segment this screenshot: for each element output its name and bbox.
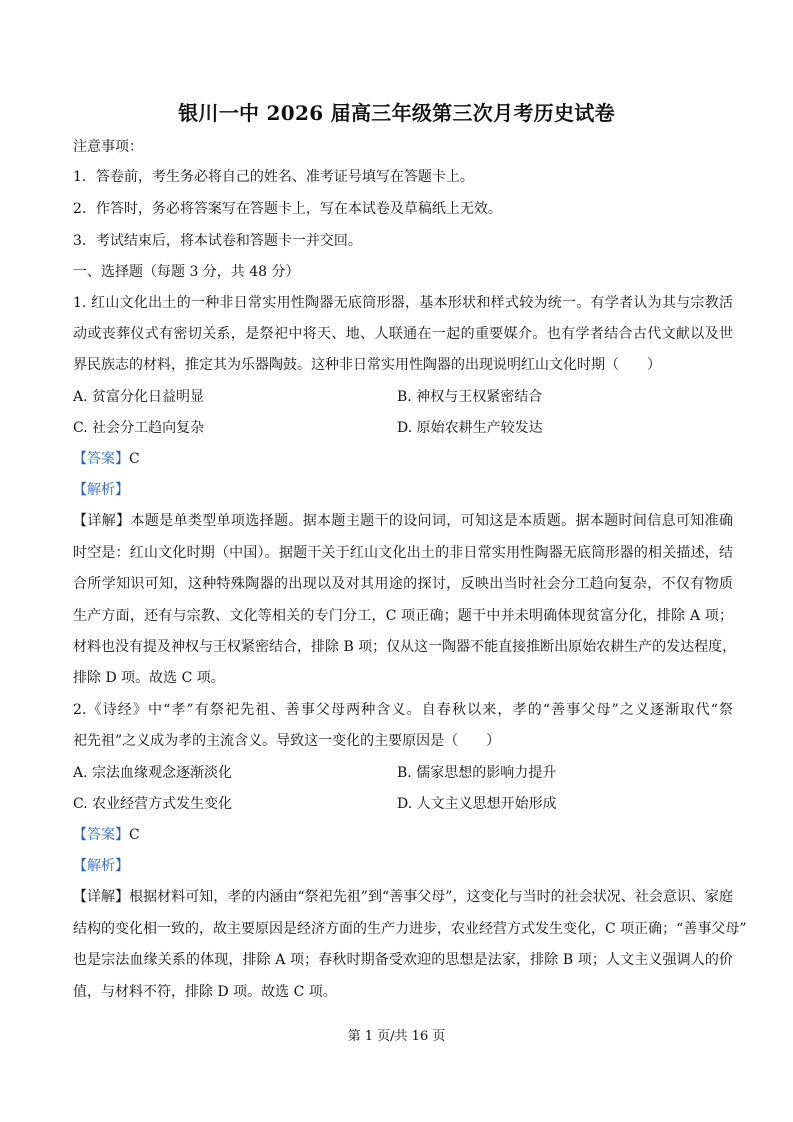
q2-analysis [73,856,733,876]
q1-detail-line: 合所学知识可知，这种特殊陶器的出现以及对其用途的探讨，反映出当时社会分工趋向复杂，不仅有物质 [73,576,733,592]
notice-item: 1．答卷前，考生务必将自己的姓名、准考证号填写在答题卡上。 [73,169,474,185]
notice-item: 3．考试结束后，将本试卷和答题卡一并交回。 [73,233,362,249]
q2-detail-line: 值，与材料不符，排除 D 项。故选 C 项。 [73,984,337,1000]
page-footer: 第 1 页/共 16 页 [347,1029,446,1044]
analysis-tag: 【解析】 [73,858,129,874]
q2-answer [73,825,733,845]
detail-text: 根据材料可知，孝的内涵由“祭祀先祖”到“善事父母”，这变化与当时的社会状况、社会意识、家庭 [129,889,733,905]
q1-option-b: B. 神权与王权紧密结合 [397,389,543,405]
detail-tag: 【详解】 [73,513,131,529]
q1-answer [73,449,733,469]
q1-stem-line: 1. 红山文化出土的一种非日常实用性陶器无底筒形器，基本形状和样式较为统一。有学者认为其与宗教活 [73,295,733,311]
q2-detail-line [73,887,733,907]
answer-tag: 【答案】 [73,827,129,843]
q2-stem-line: 2.《诗经》中“孝”有祭祀先祖、善事父母两种含义。自春秋以来，孝的“善事父母”之义逐渐取代“祭 [73,702,733,718]
q1-stem-line: 界民族志的材料，推定其为乐器陶鼓。这种非日常实用性陶器的出现说明红山文化时期（ ） [73,357,661,373]
notice-heading: 注意事项： [73,139,143,155]
section-heading: 一、选择题（每题 3 分，共 48 分） [73,264,300,280]
q1-detail-line: 时空是：红山文化时期（中国）。据题干关于红山文化出土的非日常实用性陶器无底筒形器的相关描述，结 [73,545,733,561]
q1-detail-line [73,511,733,531]
q2-stem-line: 祀先祖”之义成为孝的主流含义。导致这一变化的主要原因是（ ） [73,733,501,749]
q2-detail-line: 结构的变化相一致的，故主要原因是经济方面的生产力进步，农业经营方式发生变化，C 项正确；“善事父母” [73,921,747,937]
q1-analysis [73,480,733,500]
answer-tag: 【答案】 [73,451,129,467]
q1-option-a: A. 贫富分化日益明显 [73,389,205,405]
q1-option-c: C. 社会分工趋向复杂 [73,420,205,436]
page-title: 银川一中 2026 届高三年级第三次月考历史试卷 [178,101,615,125]
q2-option-c: C. 农业经营方式发生变化 [73,796,233,812]
q2-detail-line: 也是宗法血缘关系的体现，排除 A 项；春秋时期备受欢迎的思想是法家，排除 B 项；人文主义强调人的价 [73,952,733,968]
answer-value: C [129,451,140,467]
analysis-tag: 【解析】 [73,482,129,498]
q1-detail-line: 生产方面，还有与宗教、文化等相关的专门分工，C 项正确；题干中并未明确体现贫富分化，排除 A 项； [73,608,733,624]
q1-detail-line: 排除 D 项。故选 C 项。 [73,670,225,686]
q1-option-d: D. 原始农耕生产较发达 [397,420,543,436]
answer-value: C [129,827,140,843]
q1-stem-line: 动或丧葬仪式有密切关系，是祭祀中将天、地、人联通在一起的重要媒介。也有学者结合古代文献以及世 [73,326,733,342]
q2-option-d: D. 人文主义思想开始形成 [397,796,557,812]
detail-text: 本题是单类型单项选择题。据本题主题干的设问词，可知这是本质题。据本题时间信息可知准确 [130,513,734,529]
q2-option-a: A. 宗法血缘观念逐渐淡化 [73,765,233,781]
q1-detail-line: 材料也没有提及神权与王权紧密结合，排除 B 项；仅从这一陶器不能直接推断出原始农耕生产的发达程度， [73,639,737,655]
detail-tag: 【详解】 [73,889,130,905]
notice-item: 2．作答时，务必将答案写在答题卡上，写在本试卷及草稿纸上无效。 [73,201,502,217]
q2-option-b: B. 儒家思想的影响力提升 [397,765,557,781]
